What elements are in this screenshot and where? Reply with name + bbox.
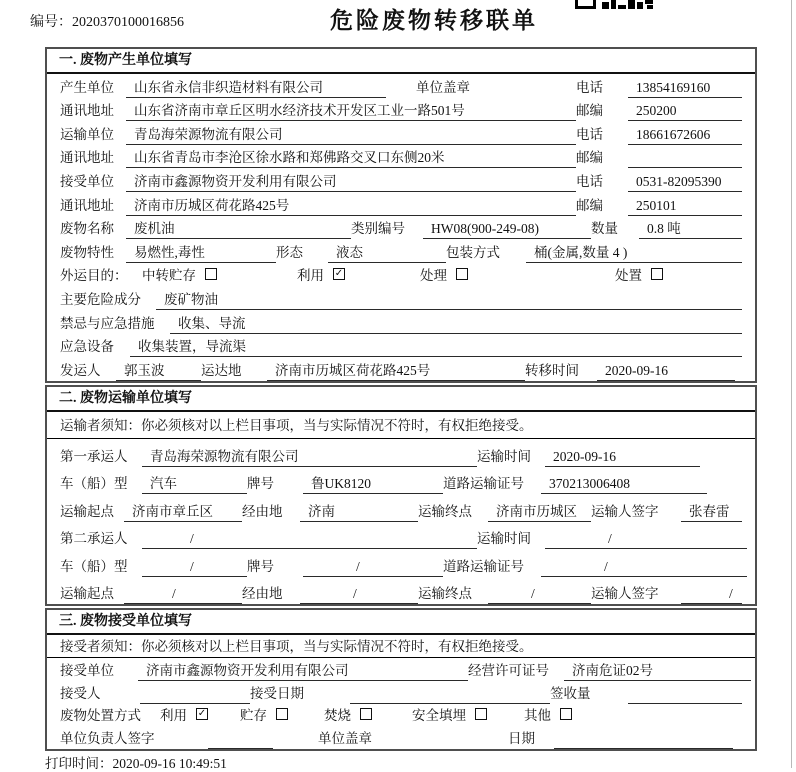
form-row bbox=[47, 74, 755, 98]
form-row bbox=[47, 192, 755, 216]
field-label: 接受单位 bbox=[60, 662, 114, 678]
qr-code-icon bbox=[575, 0, 653, 9]
field-label: 接受人 bbox=[60, 685, 101, 701]
form-field-value: / bbox=[300, 586, 418, 604]
checkbox-item bbox=[324, 704, 412, 726]
checkbox-label: 贮存 bbox=[240, 708, 267, 724]
form-row bbox=[47, 263, 755, 287]
form-row bbox=[47, 704, 755, 727]
checkbox-item bbox=[142, 264, 297, 286]
field-label: 外运目的： bbox=[60, 268, 128, 284]
form-field-value: 山东省永信非织造材料有限公司 bbox=[126, 76, 386, 98]
form-field-value bbox=[350, 687, 550, 704]
form-field-value: 汽车 bbox=[142, 472, 247, 494]
field-label: 接受日期 bbox=[250, 685, 304, 701]
field-label: 电话 bbox=[576, 173, 603, 189]
form-row bbox=[47, 168, 755, 192]
form-field-value: 液态 bbox=[328, 241, 446, 263]
section-transporter bbox=[45, 385, 757, 607]
field-label: 废物处置方式 bbox=[60, 708, 141, 724]
field-label: 签收量 bbox=[550, 685, 591, 701]
field-label: 车（船）型 bbox=[60, 558, 128, 574]
print-time bbox=[45, 752, 227, 772]
field-label: 数量 bbox=[591, 221, 618, 237]
field-label: 类别编号 bbox=[351, 221, 405, 237]
field-label: 电话 bbox=[576, 79, 603, 95]
checkbox-label: 利用 bbox=[160, 708, 187, 724]
field-label: 运输人签字 bbox=[591, 586, 659, 602]
field-label: 禁忌与应急措施 bbox=[60, 315, 155, 331]
print-time-value: 2020-09-16 10:49:51 bbox=[112, 756, 227, 771]
form-row bbox=[47, 549, 755, 577]
form-field-value: / bbox=[142, 531, 477, 549]
field-label: 接受单位 bbox=[60, 173, 114, 189]
checkbox-unchecked-icon bbox=[651, 268, 663, 280]
form-row bbox=[47, 522, 755, 550]
checkbox-unchecked-icon bbox=[276, 708, 288, 720]
checkbox-unchecked-icon bbox=[560, 708, 572, 720]
field-label: 电话 bbox=[576, 126, 603, 142]
static-text: 接受者须知：你必须核对以上栏目事项，当与实际情况不符时，有权拒绝接受。 bbox=[60, 639, 533, 655]
checkbox-label: 其他 bbox=[524, 708, 551, 724]
form-field-value: 济南市章丘区 bbox=[124, 500, 242, 522]
form-field-value: / bbox=[545, 531, 747, 549]
checkbox-item bbox=[160, 704, 240, 726]
form-field-value: 鲁UK8120 bbox=[303, 472, 443, 494]
field-label: 日期 bbox=[508, 731, 535, 747]
form-row bbox=[47, 121, 755, 145]
form-field-value: 370213006408 bbox=[541, 476, 707, 494]
field-label: 应急设备 bbox=[60, 339, 114, 355]
form-field-value: 济南市历城区荷花路425号 bbox=[267, 359, 525, 381]
checkbox-label: 中转贮存 bbox=[142, 268, 196, 284]
field-label: 道路运输证号 bbox=[443, 558, 524, 574]
form-row bbox=[47, 145, 755, 169]
checkbox-unchecked-icon bbox=[456, 268, 468, 280]
form-row bbox=[47, 357, 755, 381]
field-label: 邮编 bbox=[576, 150, 603, 166]
form-field-value: 废矿物油 bbox=[156, 288, 742, 310]
form-field-value: / bbox=[541, 559, 747, 577]
checkbox-unchecked-icon bbox=[205, 268, 217, 280]
form-field-value: 2020-09-16 bbox=[597, 363, 735, 381]
field-label: 废物名称 bbox=[60, 221, 114, 237]
form-field-value: 山东省青岛市李沧区徐水路和郑佛路交叉口东侧20米 bbox=[126, 146, 576, 168]
form-row bbox=[47, 726, 755, 749]
field-label: 经由地 bbox=[242, 586, 283, 602]
form-field-value: 桶(金属,数量 4 ) bbox=[526, 241, 742, 263]
static-text: 单位盖章 bbox=[416, 79, 470, 95]
form-row bbox=[47, 310, 755, 334]
form-field-value: 收集装置，导流渠 bbox=[130, 335, 742, 357]
checkbox-unchecked-icon bbox=[360, 708, 372, 720]
form-field-value bbox=[628, 151, 742, 168]
checkbox-item bbox=[615, 264, 755, 286]
form-field-value: 废机油 bbox=[126, 217, 351, 239]
checkbox-label: 处理 bbox=[420, 268, 447, 284]
field-label: 经由地 bbox=[242, 503, 283, 519]
checkbox-label: 处置 bbox=[615, 268, 642, 284]
page-title: 危险废物转移联单 bbox=[330, 8, 538, 33]
checkbox-label: 利用 bbox=[297, 268, 324, 284]
field-label: 第一承运人 bbox=[60, 448, 128, 464]
section-body bbox=[47, 635, 755, 749]
field-label: 牌号 bbox=[247, 558, 274, 574]
field-label: 运输终点 bbox=[418, 586, 472, 602]
field-label: 运输时间 bbox=[477, 531, 531, 547]
form-field-value: 山东省济南市章丘区明水经济技术开发区工业一路501号 bbox=[126, 99, 576, 121]
field-label: 经营许可证号 bbox=[468, 662, 549, 678]
form-field-value bbox=[140, 687, 250, 704]
field-label: 单位负责人签字 bbox=[60, 731, 155, 747]
page-edge-line bbox=[791, 0, 792, 768]
field-label: 运达地 bbox=[201, 362, 242, 378]
checkbox-unchecked-icon bbox=[475, 708, 487, 720]
form-field-value: 济南市历城区 bbox=[488, 500, 591, 522]
checkbox-item bbox=[240, 704, 324, 726]
notice-row bbox=[47, 635, 755, 658]
form-row bbox=[47, 577, 755, 605]
checkbox-label: 焚烧 bbox=[324, 708, 351, 724]
field-label: 第二承运人 bbox=[60, 531, 128, 547]
form-field-value: 易燃性,毒性 bbox=[126, 241, 276, 263]
field-label: 牌号 bbox=[247, 476, 274, 492]
form-field-value: 250101 bbox=[628, 198, 742, 216]
print-time-label: 打印时间： bbox=[45, 756, 113, 771]
field-label: 运输人签字 bbox=[591, 503, 659, 519]
form-field-value: 张春雷 bbox=[681, 500, 742, 522]
static-text: 单位盖章 bbox=[318, 731, 372, 747]
form-field-value: 0.8 吨 bbox=[639, 217, 742, 239]
form-field-value: / bbox=[124, 586, 242, 604]
form-field-value: 济南市历城区荷花路425号 bbox=[126, 194, 576, 216]
notice-row bbox=[47, 412, 755, 440]
field-label: 邮编 bbox=[576, 197, 603, 213]
static-text: 运输者须知：你必须核对以上栏目事项，当与实际情况不符时，有权拒绝接受。 bbox=[60, 417, 533, 433]
field-label: 运输起点 bbox=[60, 586, 114, 602]
field-label: 形态 bbox=[276, 244, 303, 260]
form-row bbox=[47, 494, 755, 522]
form-field-value: 青岛海荣源物流有限公司 bbox=[126, 123, 576, 145]
form-field-value: 250200 bbox=[628, 103, 742, 121]
field-label: 通讯地址 bbox=[60, 150, 114, 166]
section-title: 三. 废物接受单位填写 bbox=[47, 610, 755, 635]
field-label: 发运人 bbox=[60, 362, 101, 378]
form-field-value: 18661672606 bbox=[628, 127, 742, 145]
checkbox-item bbox=[297, 264, 420, 286]
serial-number bbox=[30, 11, 184, 31]
section-producer bbox=[45, 47, 757, 383]
serial-value: 2020370100016856 bbox=[72, 15, 184, 30]
field-label: 通讯地址 bbox=[60, 103, 114, 119]
checkbox-item bbox=[524, 704, 755, 726]
section-body bbox=[47, 74, 755, 381]
form-field-value: 青岛海荣源物流有限公司 bbox=[142, 445, 477, 467]
serial-label: 编号： bbox=[30, 15, 72, 30]
checkbox-item bbox=[420, 264, 615, 286]
form-row bbox=[47, 658, 755, 681]
form-row bbox=[47, 439, 755, 467]
form-field-value: / bbox=[142, 559, 247, 577]
checkbox-item bbox=[412, 704, 524, 726]
form-field-value bbox=[628, 687, 742, 704]
field-label: 道路运输证号 bbox=[443, 476, 524, 492]
form-row bbox=[47, 334, 755, 358]
checkbox-checked-icon: ✓ bbox=[197, 708, 207, 720]
form-field-value: 济南市鑫源物资开发利用有限公司 bbox=[138, 659, 468, 681]
field-label: 运输终点 bbox=[418, 503, 472, 519]
form-field-value: 济南危证02号 bbox=[564, 659, 751, 681]
field-label: 运输单位 bbox=[60, 126, 114, 142]
checkbox-checked-icon: ✓ bbox=[334, 268, 344, 280]
section-title: 一. 废物产生单位填写 bbox=[47, 49, 755, 74]
form-field-value bbox=[554, 732, 733, 749]
form-row bbox=[47, 467, 755, 495]
form-field-value: 0531-82095390 bbox=[628, 174, 742, 192]
field-label: 车（船）型 bbox=[60, 476, 128, 492]
field-label: 转移时间 bbox=[525, 362, 579, 378]
form-field-value: 济南市鑫源物资开发利用有限公司 bbox=[126, 170, 576, 192]
section-title: 二. 废物运输单位填写 bbox=[47, 387, 755, 412]
form-row bbox=[47, 239, 755, 263]
form-row bbox=[47, 286, 755, 310]
form-field-value: / bbox=[303, 559, 443, 577]
form-field-value: 2020-09-16 bbox=[545, 449, 700, 467]
checkbox-label: 安全填埋 bbox=[412, 708, 466, 724]
field-label: 包装方式 bbox=[446, 244, 500, 260]
form-field-value: 济南 bbox=[300, 500, 418, 522]
section-receiver bbox=[45, 608, 757, 751]
form-row bbox=[47, 681, 755, 704]
form-field-value: 郭玉波 bbox=[116, 359, 201, 381]
field-label: 运输起点 bbox=[60, 503, 114, 519]
form-field-value: 收集、导流 bbox=[170, 312, 742, 334]
form-row bbox=[47, 98, 755, 122]
form-field-value: HW08(900-249-08) bbox=[423, 221, 591, 239]
form-field-value: / bbox=[488, 586, 591, 604]
field-label: 邮编 bbox=[576, 103, 603, 119]
form-field-value: / bbox=[681, 586, 742, 604]
form-row bbox=[47, 216, 755, 240]
form-field-value: 13854169160 bbox=[628, 80, 742, 98]
field-label: 主要危险成分 bbox=[60, 291, 141, 307]
manifest-form bbox=[45, 47, 757, 753]
field-label: 通讯地址 bbox=[60, 197, 114, 213]
section-body bbox=[47, 412, 755, 605]
field-label: 废物特性 bbox=[60, 244, 114, 260]
field-label: 运输时间 bbox=[477, 448, 531, 464]
field-label: 产生单位 bbox=[60, 79, 114, 95]
form-field-value bbox=[208, 732, 273, 749]
